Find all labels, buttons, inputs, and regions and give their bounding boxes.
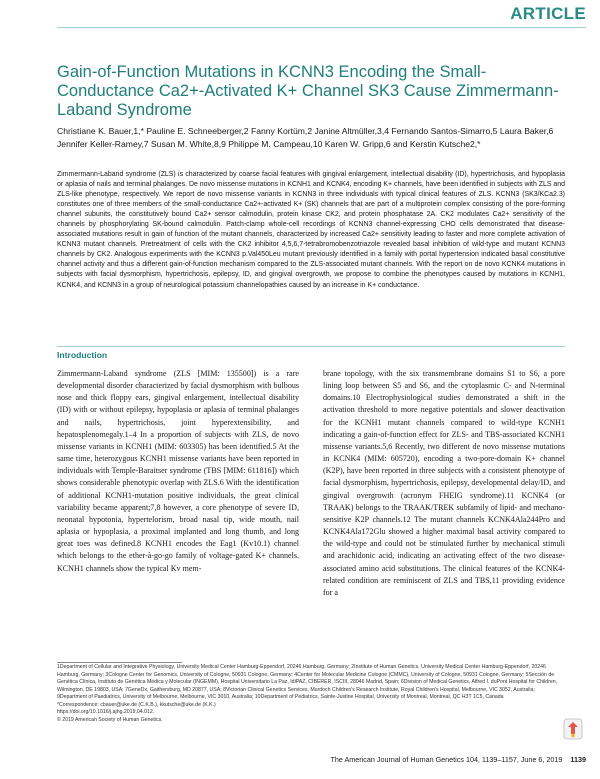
copyright: © 2019 American Society of Human Genetics. (57, 716, 163, 723)
article-title: Gain-of-Function Mutations in KCNN3 Encoding the Small-Conductance Ca2+-Activated K+ Channel SK3 Cause Zimmermann-Laband Syndrome (57, 63, 559, 119)
journal-citation: The American Journal of Human Genetics 104, 1139–1157, June 6, 2019 (330, 755, 563, 764)
page-footer (57, 755, 586, 764)
article-type-label: ARTICLE (510, 4, 586, 23)
doi-link[interactable]: https://doi.org/10.1016/j.ajhg.2019.04.012. (57, 709, 155, 715)
abstract-divider (57, 346, 565, 347)
affiliations: 1Department of Cellular and Integrative Physiology, University Medical Center Hamburg-Eppendorf, 20246 Hamburg, Germany; 2Institute of Human Genetics, University Medical Center Hamburg-Eppendorf, 20246 Hamburg, Germany; 3Cologne Center for Genomics, University of Cologne, 50931 Cologne, Germany; 4Center for Molecular Medicine Cologne (CMMC), University of Cologne, 50931 Cologne, Germany; 5Sección de Genética Clínica, Instituto de Genética Médica y Molecular (INGEMM), Hospital Universitario La Paz, IdiPAZ, CIBERER, ISCIII, 28046 Madrid, Spain; 6Division of Medical Genetics, Alfred I. duPont Hospital for Children, Wilmington, DE 19803, USA; 7GeneDx, Gaithersburg, MD 20877, USA; 8Victorian Clinical Genetics Services, Murdoch Children's Research Institute, Royal Children's Hospital, Melbourne, VIC 3052, Australia; 9Department of Paediatrics, University of Melbourne, Melbourne, VIC 3010, Australia; 10Department of Pediatrics, Sainte-Justine Hospital, University of Montreal, Montreal, QC H3T 1C5, Canada (57, 664, 558, 700)
header-divider (57, 27, 586, 28)
footnote-divider (57, 662, 182, 663)
abstract: Zimmermann-Laband syndrome (ZLS) is characterized by coarse facial features with gingival enlargement, intellectual disability (ID), hypertrichosis, and hypoplasia or aplasia of nails and terminal phalanges. De novo missense mutations in KCNH1 and KCNK4, encoding K+ channels, have been identified in subjects with ZLS and ZLS-like phenotype, respectively. We report de novo missense variants in KCNN3 in three individuals with typical clinical features of ZLS. KCNN3 (SK3/KCa2.3) constitutes one of three members of the small-conductance Ca2+-activated K+ (SK) channels that are part of a multiprotein complex consisting of the pore-forming channel subunits, the constitutively bound Ca2+ sensor calmodulin, protein kinase CK2, and protein phosphatase 2A. CK2 modulates Ca2+ sensitivity of the channels by phosphorylating SK-bound calmodulin. Patch-clamp whole-cell recordings of KCNN3 channel-expressing CHO cells demonstrated that disease-associated mutations result in gain of function of the mutant channels, characterized by increased Ca2+ sensitivity leading to faster and more complete activation of KCNN3 mutant channels. Pretreatment of cells with the CK2 inhibitor 4,5,6,7-tetrabromobenzotriazole revealed basal inhibition of wild-type and mutant KCNN3 channels by CK2. Analogous experiments with the KCNN3 p.Val450Leu mutant previously identified in a family with portal hypertension indicated basal constitutive channel activity and thus a different gain-of-function mechanism compared to the ZLS-associated mutant channels. With the report on de novo KCNK4 mutations in subjects with facial dysmorphism, hypertrichosis, epilepsy, ID, and gingival overgrowth, we propose to combine the phenotypes caused by mutations in KCNH1, KCNK4, and KCNN3 in a group of neurological potassium channelopathies caused by an increase in K+ conductance. (57, 171, 565, 289)
intro-column-left: Zimmermann-Laband syndrome (ZLS [MIM: 135500]) is a rare developmental disorder characterized by facial dysmorphism with bulbous nose and thick floppy ears, gingival enlargement, intellectual disability (ID) with or without epilepsy, hypoplasia or aplasia of terminal phalanges and nails, hypertrichosis, joint hyperextensibility, and hepatosplenomegaly.1–4 In a proportion of subjects with ZLS, de novo missense variants in KCNH1 (MIM: 603305) has been identified.5 At the same time, heterozygous KCNH1 missense variants have been reported in individuals with Temple-Baraitser syndrome (TBS [MIM: 611816]) which shows considerable phenotypic overlap with ZLS.6 With the identification of additional KCNH1-mutation positive individuals, the great clinical variability became apparent;7,8 however, a core phenotype of severe ID, neonatal hypotonia, hypertelorism, broad nasal tip, wide mouth, nail aplasia or hypoplasia, a proximal implanted and long thumb, and long great toes was defined.8 KCNH1 encodes the Eag1 (Kv10.1) channel which belongs to the ether-à-go-go family of voltage-gated K+ channels. KCNH1 channels show the typical Kv mem- (57, 369, 299, 573)
crossmark-icon[interactable] (563, 718, 583, 740)
intro-column-right: brane topology, with the six transmembrane domains S1 to S6, a pore lining loop between S5 and S6, and the cytoplasmic C- and N-terminal domains.10 Electrophysiological studies demonstrated a shift in the activation threshold to more negative potentials and slower deactivation for the KCNH1 mutant channels compared to wild-type KCNH1 indicating a gain-of-function effect for ZLS- and TBS-associated KCNH1 missense variants.5,6 Recently, two different de novo missense mutations in KCNK4 (MIM: 605720), encoding a two-pore-domain K+ channel (K2P), have been reported in three subjects with a consistent phenotype of facial dysmorphism, hypertrichosis, epilepsy, developmental delay/ID, and gingival overgrowth (acronym FHEIG syndrome).11 KCNK4 (or TRAAK) belongs to the TRAAK/TREK subfamily of lipid- and mechano-sensitive K2P channels.12 The mutant channels KCNK4Ala244Pro and KCNK4Ala172Glu showed a higher maximal basal activity compared to the wild-type and could not be stimulated further by mechanical stimuli and arachidonic acid, indicating an activating effect of the two disease-associated amino acid substitutions. The clinical features of the KCNK4-related condition are reminiscent of ZLS and TBS,11 providing evidence for a (323, 369, 565, 597)
section-heading-introduction: Introduction (57, 350, 108, 360)
footnotes (57, 664, 565, 724)
correspondence: *Correspondence: cbauer@uke.de (C.K.B.), kkutsche@uke.de (K.K.) (57, 701, 216, 708)
page-number: 1139 (570, 755, 586, 764)
author-list: Christiane K. Bauer,1,* Pauline E. Schneeberger,2 Fanny Kortüm,2 Janine Altmüller,3,4 Fernando Santos-Simarro,5 Laura Baker,6 Jennifer Keller-Ramey,7 Susan M. White,8,9 Philippe M. Campeau,10 Karen W. Gripp,6 and Kerstin Kutsche2,* (57, 126, 554, 149)
